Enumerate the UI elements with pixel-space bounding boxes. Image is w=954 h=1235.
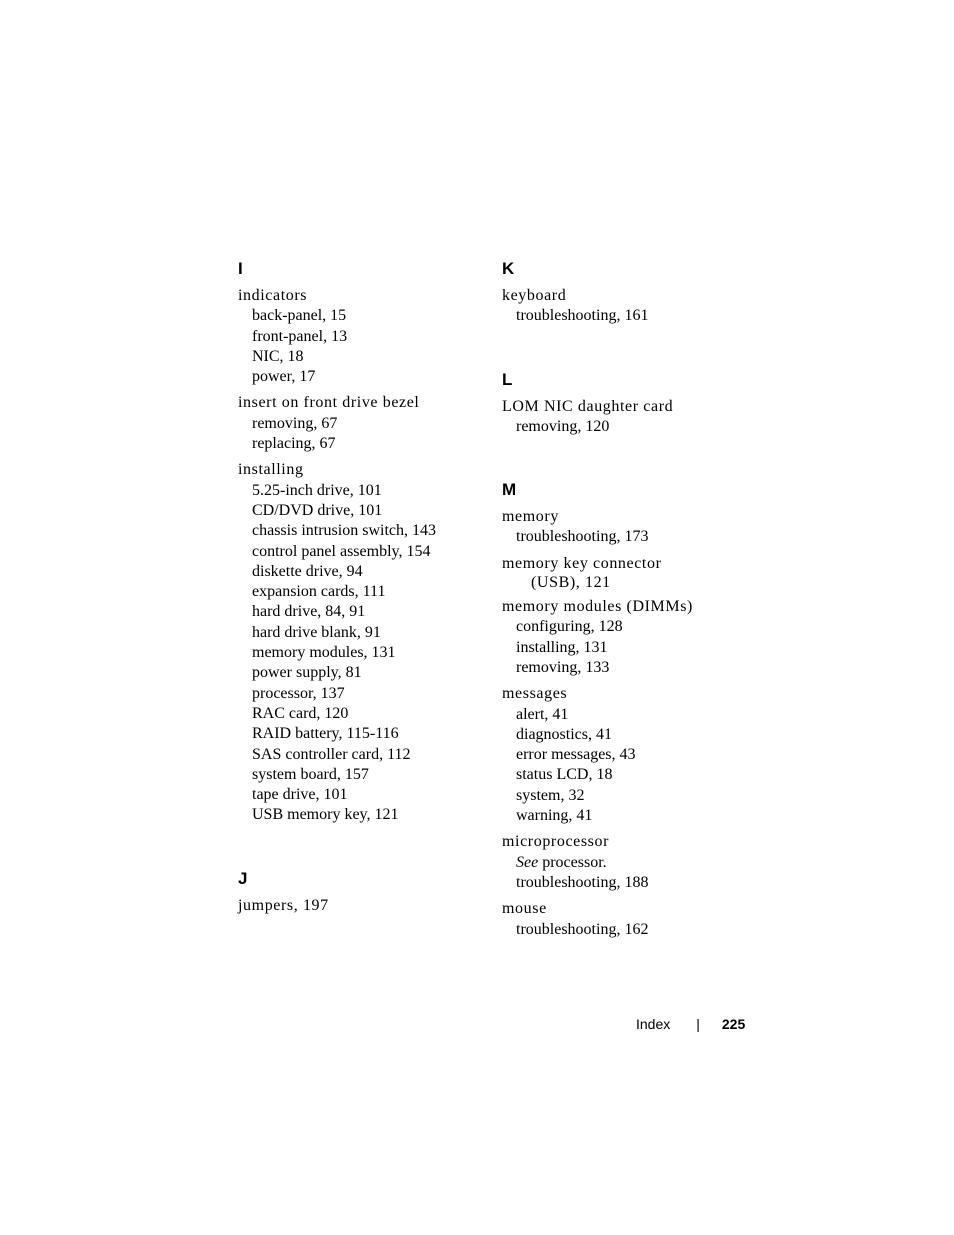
index-subentry: power, 17 xyxy=(252,368,316,386)
index-entry xyxy=(238,896,488,916)
index-subentry: system, 32 xyxy=(516,786,585,804)
index-term-text: memory key connector xyxy=(502,554,662,572)
index-term: jumpers, 197 xyxy=(238,896,329,914)
index-subentry: RAC card, 120 xyxy=(252,704,349,722)
see-target: processor. xyxy=(538,853,607,871)
index-entry xyxy=(502,554,752,591)
index-subentry: replacing, 67 xyxy=(252,435,336,453)
index-term: indicators xyxy=(238,287,308,304)
index-subentry: status LCD, 18 xyxy=(516,766,613,784)
section-letter: I xyxy=(238,259,243,278)
index-subentry: 5.25-inch drive, 101 xyxy=(252,481,382,499)
index-section-l xyxy=(502,369,752,438)
index-entry xyxy=(238,286,488,387)
index-subentry: troubleshooting, 173 xyxy=(516,528,649,546)
index-subentry: alert, 41 xyxy=(516,705,569,723)
index-subentry: USB memory key, 121 xyxy=(252,806,399,824)
index-subentry: CD/DVD drive, 101 xyxy=(252,501,383,519)
index-subentry: processor, 137 xyxy=(252,684,345,702)
index-term-continuation: (USB), 121 xyxy=(531,574,611,592)
index-term: LOM NIC daughter card xyxy=(502,397,674,415)
index-term: mouse xyxy=(502,900,547,918)
index-subentry: hard drive, 84, 91 xyxy=(252,603,366,621)
index-subentry: power supply, 81 xyxy=(252,664,362,682)
index-term: insert on front drive bezel xyxy=(238,394,420,412)
footer-separator: | xyxy=(696,1016,700,1032)
section-letter: M xyxy=(502,480,517,500)
index-subentry: installing, 131 xyxy=(516,638,608,656)
index-subentry: chassis intrusion switch, 143 xyxy=(252,522,436,540)
index-subentry: system board, 157 xyxy=(252,765,369,783)
index-subentry: SAS controller card, 112 xyxy=(252,745,411,763)
index-entry xyxy=(502,597,752,678)
index-section-j xyxy=(238,868,488,916)
index-entry xyxy=(238,460,488,825)
index-entry xyxy=(502,899,752,940)
index-subentry: removing, 120 xyxy=(516,417,610,435)
index-subentry: troubleshooting, 162 xyxy=(516,920,649,938)
section-letter: K xyxy=(502,259,515,278)
index-see-reference xyxy=(502,853,752,873)
index-term: installing xyxy=(238,461,304,479)
index-subentry: RAID battery, 115-116 xyxy=(252,725,399,743)
index-term xyxy=(502,554,752,591)
index-column-left xyxy=(238,258,488,958)
index-entry xyxy=(502,832,752,893)
index-section-i xyxy=(238,258,488,826)
section-letter: J xyxy=(238,868,248,888)
index-subentry: troubleshooting, 161 xyxy=(516,307,649,325)
index-subentry: back-panel, 15 xyxy=(252,307,347,325)
index-subentry: removing, 67 xyxy=(252,414,338,432)
index-entry xyxy=(502,684,752,826)
index-term: messages xyxy=(502,685,568,703)
index-entry xyxy=(502,397,752,438)
index-subentry: diskette drive, 94 xyxy=(252,562,363,580)
index-entry xyxy=(502,286,752,327)
section-letter: L xyxy=(502,369,513,389)
index-subentry: NIC, 18 xyxy=(252,347,304,365)
index-term: memory modules (DIMMs) xyxy=(502,598,693,616)
index-subentry: troubleshooting, 188 xyxy=(516,873,649,891)
index-term: keyboard xyxy=(502,287,567,304)
index-column-right xyxy=(502,258,752,982)
index-section-k xyxy=(502,258,752,327)
index-section-m xyxy=(502,479,752,940)
page-number: 225 xyxy=(721,1016,746,1032)
index-entry xyxy=(238,393,488,454)
index-term: memory xyxy=(502,508,559,526)
index-subentry: expansion cards, 111 xyxy=(252,583,386,601)
page-footer xyxy=(636,1014,745,1034)
index-subentry: hard drive blank, 91 xyxy=(252,623,381,641)
index-subentry: removing, 133 xyxy=(516,658,610,676)
index-subentry: configuring, 128 xyxy=(516,618,623,636)
see-word: See xyxy=(516,853,539,871)
footer-section-name: Index xyxy=(636,1016,671,1032)
index-subentry: error messages, 43 xyxy=(516,746,636,764)
index-entry xyxy=(502,507,752,548)
index-subentry: diagnostics, 41 xyxy=(516,725,612,743)
index-subentry: control panel assembly, 154 xyxy=(252,542,431,560)
index-subentry: tape drive, 101 xyxy=(252,786,348,804)
index-term: microprocessor xyxy=(502,833,610,851)
index-subentry: warning, 41 xyxy=(516,807,593,825)
index-subentry: memory modules, 131 xyxy=(252,644,396,662)
index-subentry: front-panel, 13 xyxy=(252,327,348,345)
